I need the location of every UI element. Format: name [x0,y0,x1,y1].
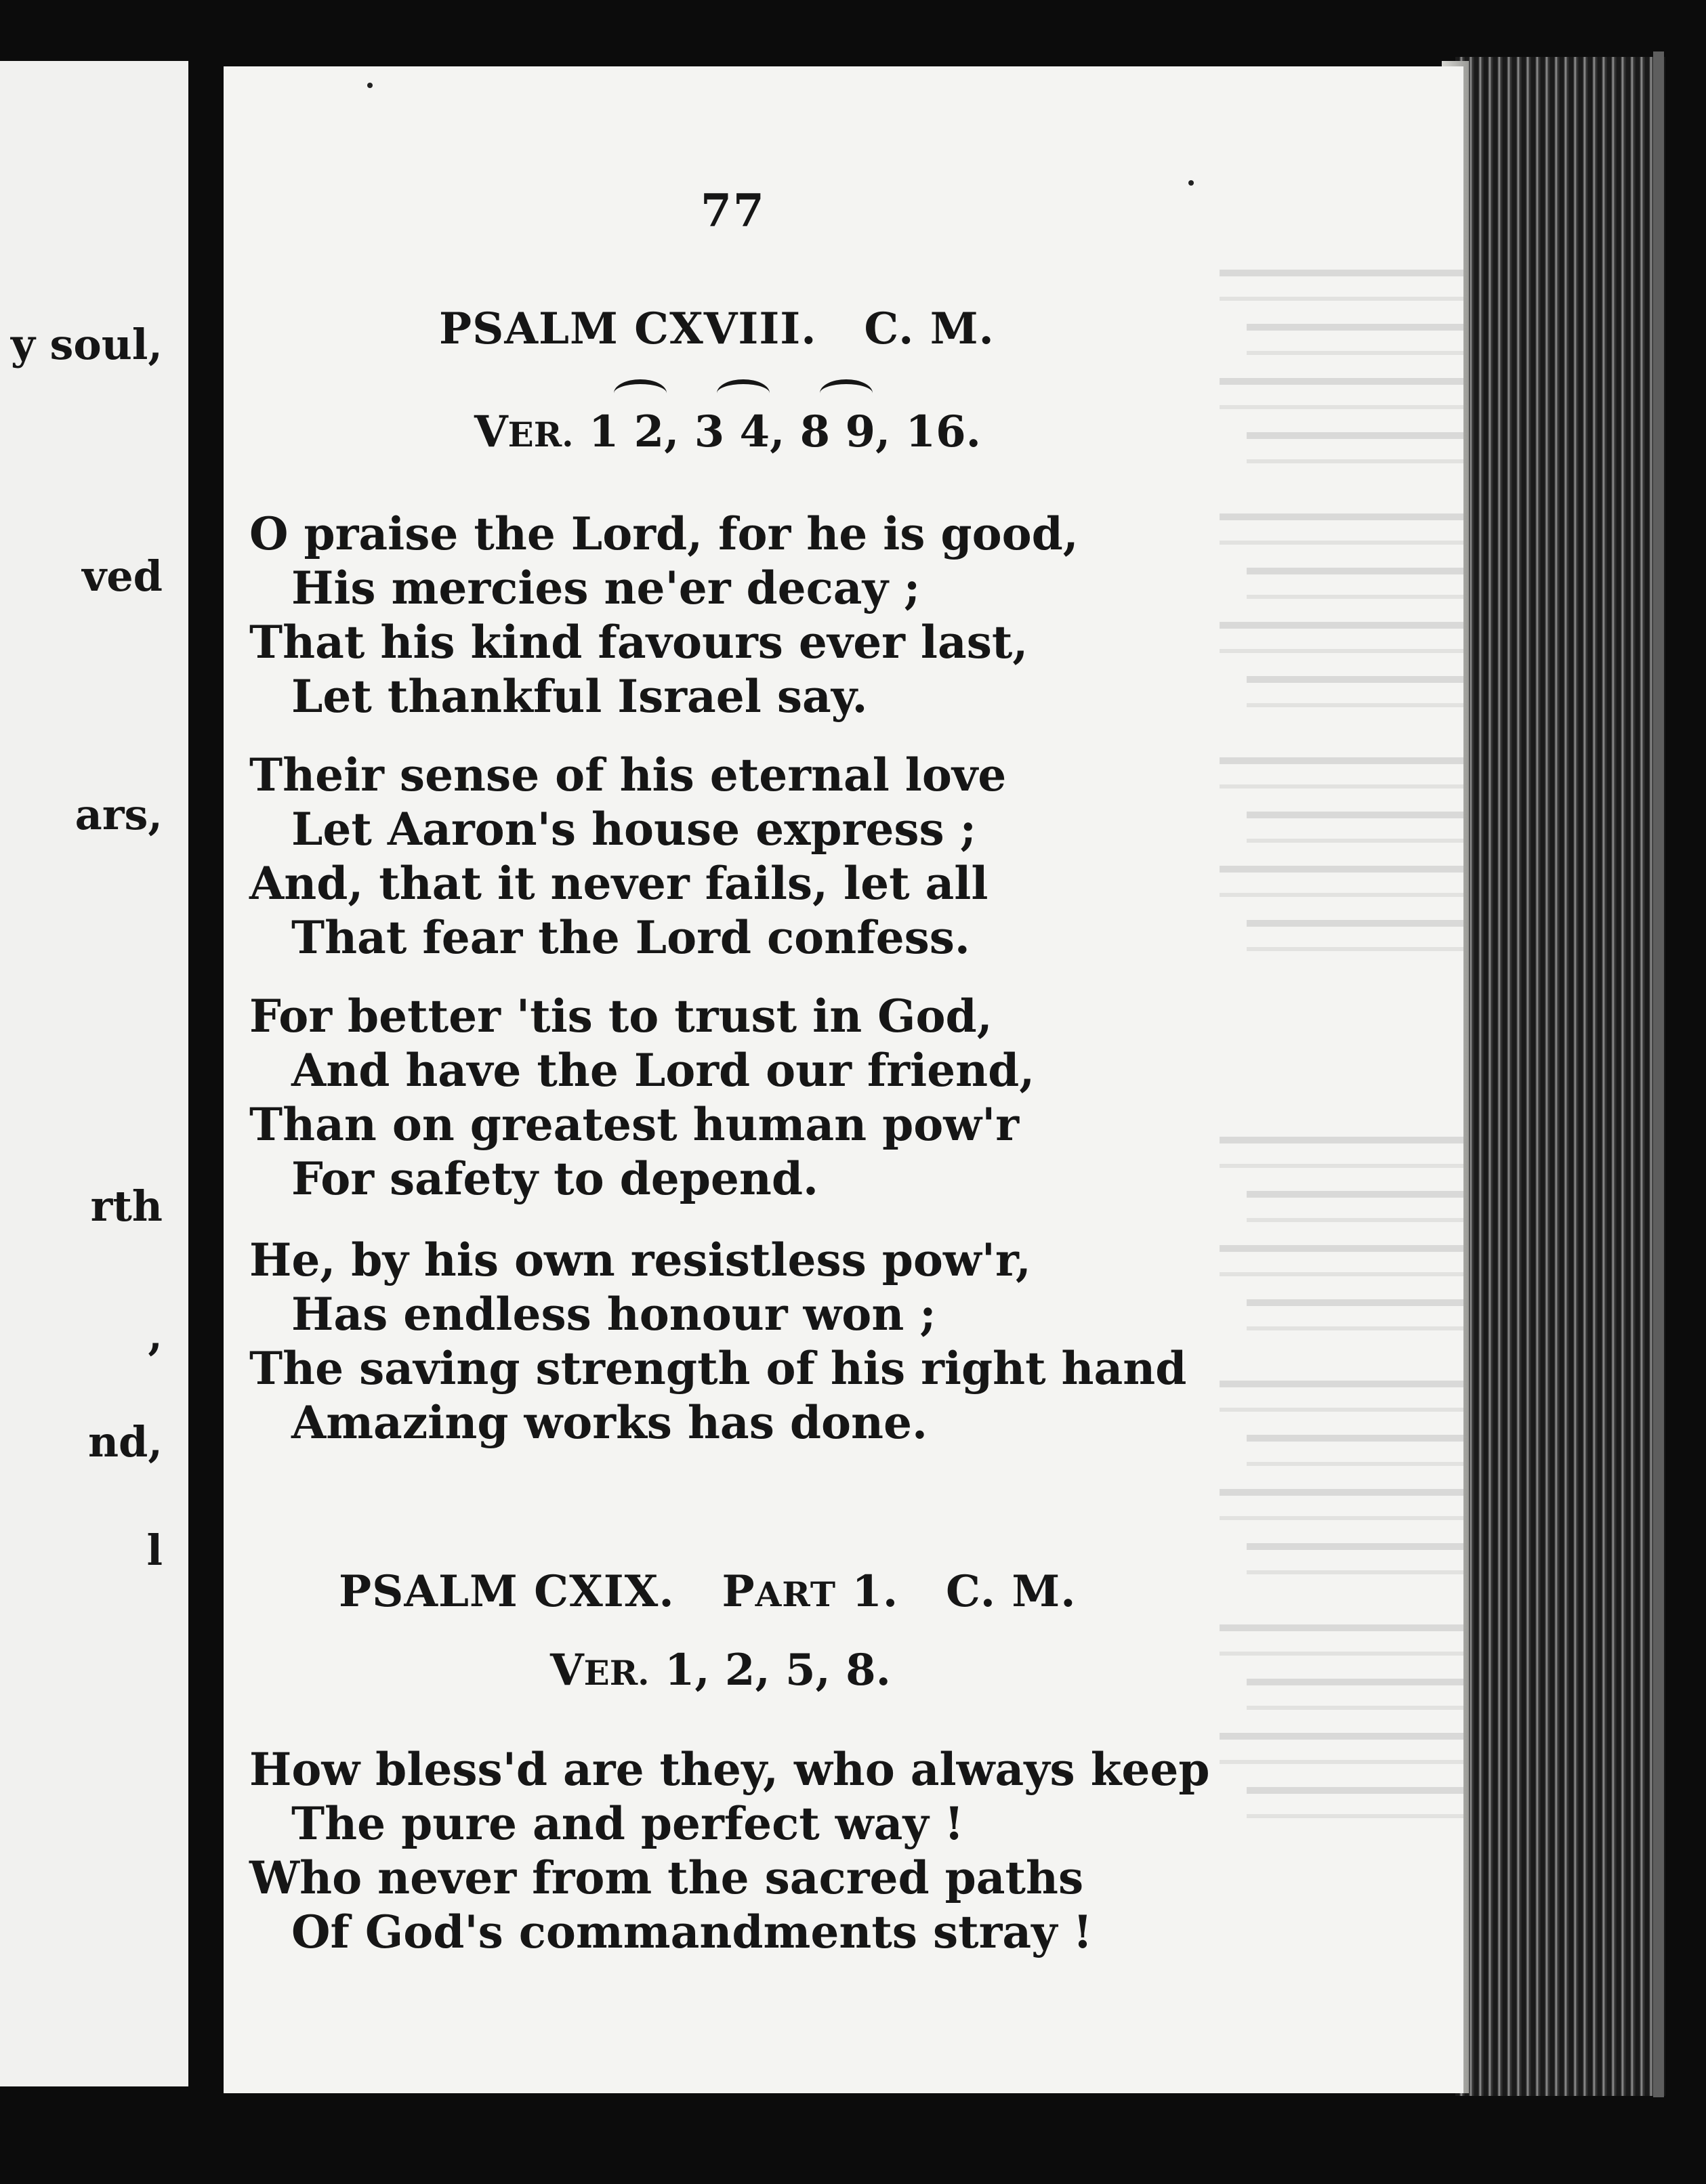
verse-prefix: V [474,406,508,457]
psalm-118-stanza-3 [249,989,1035,1206]
left-page-fragment: ars, [75,790,163,839]
hymn-line: He, by his own resistless pow'r, [249,1234,1031,1286]
psalm-119-stanza-1 [249,1742,1210,1959]
psalm-118-meter: C. M. [864,303,995,354]
hymn-line: Than on greatest human pow'r [249,1098,1020,1151]
verse-prefix-small: ER. [583,1653,650,1693]
psalm-119-part-small: ART [755,1574,837,1614]
hymn-line: O praise the Lord, for he is good, [249,507,1079,560]
psalm-119-heading [339,1566,1076,1617]
hymn-line: For safety to depend. [291,1152,819,1205]
hymn-line: How bless'd are they, who always keep [249,1743,1210,1796]
hymn-line: The pure and perfect way ! [291,1797,964,1850]
left-page-fragment: , [148,1310,163,1360]
left-page-fragment: rth [90,1181,163,1231]
psalm-118-title: PSALM CXVIII. [439,303,817,354]
psalm-119-title: PSALM CXIX. [339,1566,675,1617]
hymn-line: And have the Lord our friend, [291,1044,1035,1097]
psalm-118-verses: 1 2, 3 4, 8 9, 16. [588,406,981,457]
verse-prefix-small: ER. [507,415,574,455]
hymn-line: For better 'tis to trust in God, [249,990,993,1043]
hymn-line: Amazing works has done. [291,1396,928,1449]
left-page-fragment: ved [82,551,163,601]
psalm-118-stanza-1 [249,507,1079,723]
psalm-118-stanza-2 [249,748,1006,965]
verse-prefix: V [550,1645,584,1696]
hymn-line: And, that it never fails, let all [249,857,989,910]
hymn-line: His mercies ne'er decay ; [291,562,921,614]
left-page [0,61,188,2086]
hymn-line: That his kind favours ever last, [249,616,1028,669]
hymn-line: That fear the Lord confess. [291,911,970,964]
verse-tie-arc [614,379,667,407]
psalm-119-part-number: 1. [852,1566,899,1617]
verse-tie-arc [820,379,873,407]
bleed-through-text [1220,270,1463,2031]
hymn-line: Of God's commandments stray ! [291,1906,1093,1958]
hymn-line: Their sense of his eternal love [249,749,1007,801]
print-speck [1188,180,1194,186]
psalm-118-stanza-4 [249,1233,1186,1450]
psalm-118-verse-reference [474,406,981,457]
hymn-line: Who never from the sacred paths [249,1851,1084,1904]
hymn-line: Has endless honour won ; [291,1288,936,1341]
psalm-119-verse-reference [550,1645,891,1696]
print-speck [367,83,373,88]
book-page-edge [1455,57,1665,2096]
verse-tie-arc [717,379,770,407]
left-page-fragment: l [146,1526,163,1575]
psalm-119-verses: 1, 2, 5, 8. [664,1645,891,1696]
hymn-line: Let thankful Israel say. [291,670,868,723]
psalm-119-meter: C. M. [945,1566,1077,1617]
hymn-line: The saving strength of his right hand [249,1342,1187,1395]
psalm-118-heading [439,303,995,354]
left-page-fragment: y soul, [10,320,163,369]
page-number: 77 [701,184,766,237]
left-page-fragment: nd, [87,1417,163,1467]
hymn-line: Let Aaron's house express ; [291,803,976,856]
book-cover-edge [1653,51,1664,2097]
psalm-119-part-prefix: P [722,1566,755,1617]
